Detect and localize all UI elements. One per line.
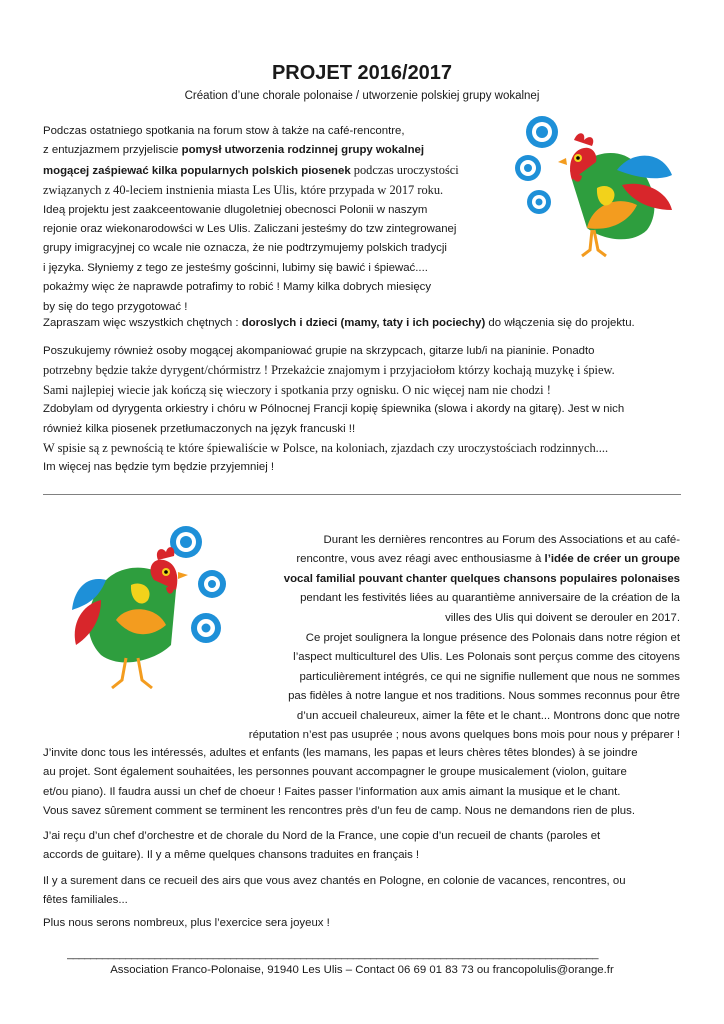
text-run: z entuzjazmem przyjeliscie bbox=[43, 144, 182, 157]
text-line bbox=[43, 141, 513, 160]
text-line: Vous savez sûrement comment se terminent les rencontres près d’un feu de camp. Nous ne demandons rien de plus. bbox=[43, 805, 635, 818]
text-run: Zapraszam więc wszystkich chętnych : bbox=[43, 317, 242, 329]
text-line: W spisie są z pewnością te które śpiewaliście w Polsce, na koloniach, zjazdach czy uroczystościach rodzinnych.... bbox=[43, 441, 609, 456]
text-line bbox=[250, 570, 680, 589]
bold-text-run: vocal familial pouvant chanter quelques chansons populaires polonaises bbox=[283, 572, 680, 585]
text-line: również kilka piosenek przetłumaczonych na język francuski !! bbox=[43, 422, 356, 435]
polish-paragraph-1 bbox=[43, 122, 513, 317]
text-run: podczas uroczystości bbox=[350, 162, 459, 177]
polish-paragraph-2 bbox=[43, 314, 683, 333]
text-line: Poszukujemy również osoby mogącej akompaniować grupie na skrzypcach, gitarze lub/i na pianinie. Ponadto bbox=[43, 345, 595, 357]
text-line: Ideą projektu jest zaakceentowanie dlugoletniej obecnosci Polonii w naszym bbox=[43, 203, 428, 216]
text-line: rejonie oraz wiekonarodowści w Les Ulis. Zaliczani jesteśmy do tzw zintegrowanej bbox=[43, 223, 457, 236]
text-line: grupy imigracyjnej co wcale nie oznacza, że nie podtrzymujemy polskich tradycji bbox=[43, 242, 447, 255]
text-line bbox=[43, 314, 683, 333]
text-line: l’aspect multiculturel des Ulis. Les Polonais sont perçus comme des citoyens bbox=[293, 651, 680, 664]
bold-text-run: mogącej zaśpiewać kilka popularnych polskich piosenek bbox=[43, 164, 351, 177]
page-subtitle: Création d’une chorale polonaise / utworzenie polskiej grupy wokalnej bbox=[184, 90, 540, 102]
text-line bbox=[250, 550, 680, 569]
french-paragraph-2 bbox=[200, 629, 680, 745]
text-line bbox=[43, 161, 513, 181]
text-run: rencontre, vous avez réagi avec enthousiasme à bbox=[296, 553, 545, 566]
text-line: au projet. Sont également souhaitées, les personnes pouvant accompagner le groupe musicalement (violon, guitare bbox=[43, 766, 627, 779]
text-line: Durant les dernières rencontres au Forum des Associations et au café- bbox=[323, 534, 680, 546]
text-line: fêtes familiales... bbox=[43, 894, 128, 907]
rooster-illustration-top bbox=[512, 110, 682, 262]
text-line: związanych z 40-leciem instnienia miasta Les Ulis, które przypada w 2017 roku. bbox=[43, 183, 444, 198]
text-line: Il y a surement dans ce recueil des airs que vous avez chantés en Pologne, en colonie de vacances, rencontres, ou bbox=[43, 875, 626, 887]
french-paragraph-4 bbox=[43, 827, 683, 866]
text-line: pokażmy więc że naprawde potrafimy to robić ! Mamy kilka dobrych miesięcy bbox=[43, 281, 432, 294]
flower-icon bbox=[515, 116, 558, 214]
text-line: Plus nous serons nombreux, plus l’exercice sera joyeux ! bbox=[43, 917, 330, 929]
page-title: PROJET 2016/2017 bbox=[271, 62, 453, 84]
bold-text-run: l’idée de créer un groupe bbox=[544, 553, 680, 566]
flower-icon bbox=[170, 526, 226, 643]
text-line: Sami najlepiej wiecie jak kończą się wieczory i spotkania przy ognisku. O nic więcej nam nie chodzi ! bbox=[43, 382, 551, 397]
bold-text-run: pomysł utworzenia rodzinnej grupy wokalnej bbox=[181, 144, 425, 157]
text-line: réputation n’est pas usuprée ; nous avons quelques bons mois pour nous y préparer ! bbox=[248, 729, 680, 742]
text-line: pas fidèles à notre langue et nos traditions. Nous sommes reconnus pour être bbox=[288, 690, 680, 703]
footer-rule: ___________________________________________________________________________________________ bbox=[67, 948, 598, 960]
text-line: i języka. Słyniemy z tego ze jesteśmy gościnni, lubimy się bawić i śpiewać.... bbox=[43, 261, 428, 274]
polish-paragraph-3 bbox=[43, 342, 683, 478]
text-line: Ce projet soulignera la longue présence des Polonais dans notre région et bbox=[305, 632, 680, 644]
text-line: et/ou piano). Il faudra aussi un chef de choeur ! Faites passer l’information aux amis aimant la musique et le chant. bbox=[43, 785, 621, 798]
text-run: do włączenia się do projektu. bbox=[485, 317, 635, 329]
text-line: potrzebny będzie także dyrygent/chórmistrz ! Przekażcie znajomym i przyjaciołom którzy kochają muzykę i śpiew. bbox=[43, 363, 615, 378]
section-divider bbox=[43, 494, 681, 495]
text-line: J’invite donc tous les intéressés, adultes et enfants (les mamans, les papas et leurs chères têtes blondes) à se joindre bbox=[43, 747, 638, 759]
french-paragraph-6 bbox=[43, 914, 683, 933]
bold-text-run: doroslych i dzieci (mamy, taty i ich pociechy) bbox=[241, 317, 486, 329]
text-line: pendant les festivités liées au quarantième anniversaire de la création de la bbox=[300, 592, 680, 605]
text-line: accords de guitare). Il y a même quelques chansons traduites en français ! bbox=[43, 849, 420, 862]
french-paragraph-5 bbox=[43, 872, 683, 911]
text-line: by się do tego przygotować ! bbox=[43, 300, 188, 313]
text-line: Podczas ostatniego spotkania na forum stow à także na café-rencontre, bbox=[43, 125, 405, 137]
footer-contact: Association Franco-Polonaise, 91940 Les Ulis – Contact 06 69 01 83 73 ou francopolulis@orange.fr bbox=[110, 964, 614, 976]
text-line: d’un accueil chaleureux, aimer la fête et le chant... Montrons donc que notre bbox=[296, 709, 680, 722]
french-paragraph-1 bbox=[250, 531, 680, 628]
text-line: particulièrement intégrés, ce qui ne signifie nullement que nous ne sommes bbox=[299, 670, 680, 683]
text-line: J’ai reçu d’un chef d’orchestre et de chorale du Nord de la France, une copie d’un recueil de chants (paroles et bbox=[43, 830, 601, 842]
text-line: Zdobylam od dyrygenta orkiestry i chóru w Pólnocnej Francji kopię śpiewnika (slowa i akordy na gitarę). Jest w nich bbox=[43, 403, 625, 416]
french-paragraph-3 bbox=[43, 744, 683, 822]
text-line: Im więcej nas będzie tym będzie przyjemniej ! bbox=[43, 461, 275, 474]
text-line: villes des Ulis qui doivent se derouler en 2017. bbox=[445, 611, 680, 624]
